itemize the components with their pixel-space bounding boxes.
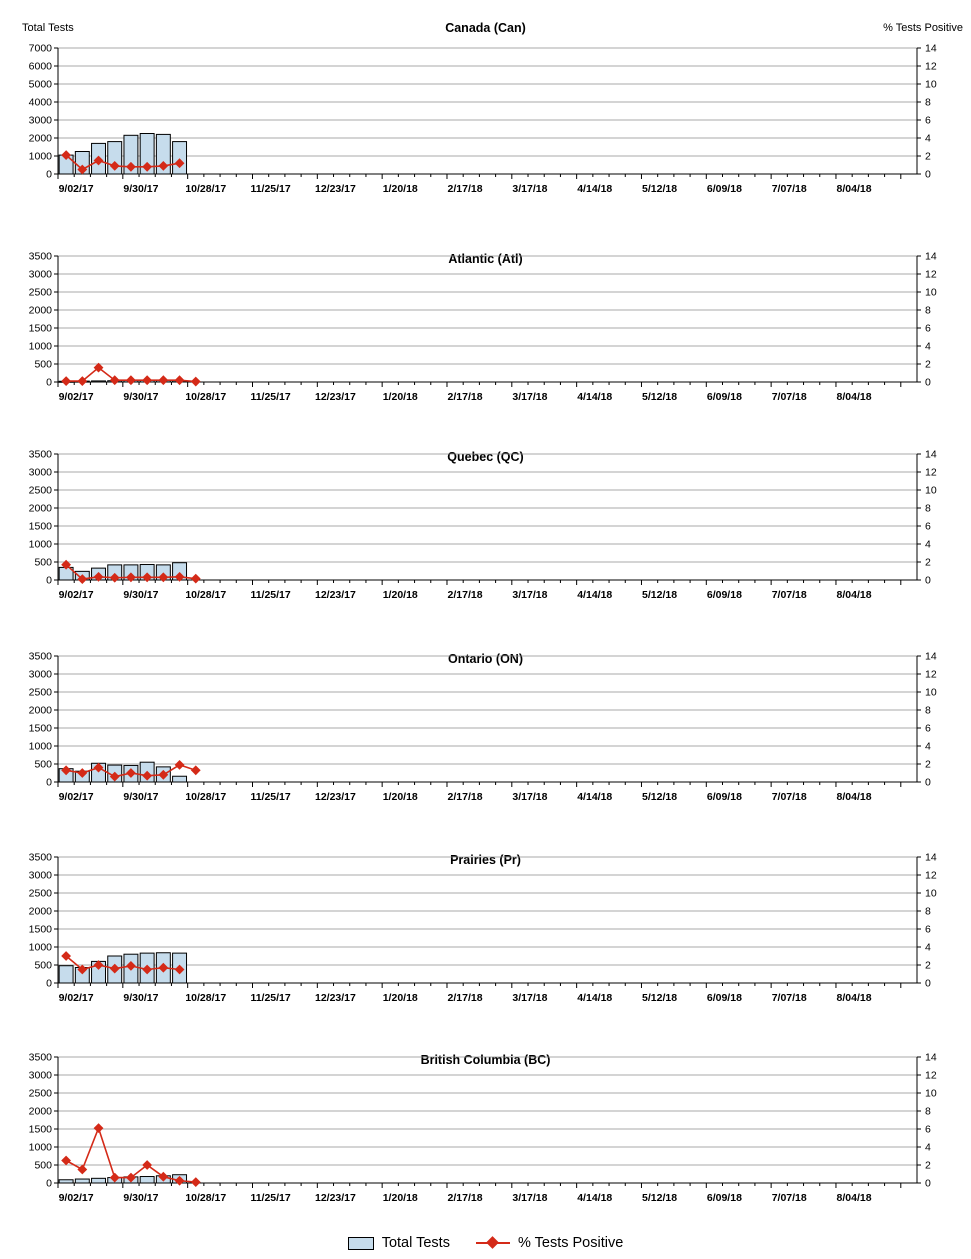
panel-title: British Columbia (BC) — [420, 1053, 551, 1067]
svg-text:2/17/18: 2/17/18 — [447, 391, 483, 403]
svg-text:1/20/18: 1/20/18 — [382, 992, 418, 1004]
svg-text:8/04/18: 8/04/18 — [836, 992, 872, 1004]
svg-text:3000: 3000 — [28, 869, 52, 882]
svg-text:2: 2 — [925, 358, 931, 371]
svg-text:12/23/17: 12/23/17 — [314, 992, 356, 1004]
svg-text:5/12/18: 5/12/18 — [642, 1192, 678, 1204]
svg-text:3000: 3000 — [28, 1069, 52, 1082]
svg-text:0: 0 — [46, 168, 52, 181]
svg-text:0: 0 — [46, 376, 52, 389]
svg-text:1500: 1500 — [28, 520, 52, 533]
svg-text:6: 6 — [925, 520, 931, 533]
svg-text:4/14/18: 4/14/18 — [577, 391, 613, 403]
svg-text:0: 0 — [925, 776, 931, 789]
svg-text:3000: 3000 — [28, 668, 52, 681]
svg-text:12/23/17: 12/23/17 — [314, 791, 356, 803]
svg-text:8/04/18: 8/04/18 — [836, 1192, 872, 1204]
svg-text:8/04/18: 8/04/18 — [836, 589, 872, 601]
svg-text:12: 12 — [925, 668, 937, 681]
svg-text:500: 500 — [34, 959, 52, 972]
svg-text:12/23/17: 12/23/17 — [314, 589, 356, 601]
svg-text:2000: 2000 — [28, 905, 52, 918]
svg-text:4: 4 — [925, 1141, 931, 1154]
svg-text:14: 14 — [925, 42, 937, 55]
svg-text:1/20/18: 1/20/18 — [382, 391, 418, 403]
svg-text:500: 500 — [34, 758, 52, 771]
svg-text:4/14/18: 4/14/18 — [577, 992, 613, 1004]
svg-text:2/17/18: 2/17/18 — [447, 183, 483, 195]
svg-text:3/17/18: 3/17/18 — [512, 589, 548, 601]
panel-quebec — [0, 439, 971, 619]
svg-text:2: 2 — [925, 556, 931, 569]
svg-text:4/14/18: 4/14/18 — [577, 589, 613, 601]
svg-text:2500: 2500 — [28, 686, 52, 699]
svg-text:7/07/18: 7/07/18 — [771, 992, 807, 1004]
svg-text:2: 2 — [925, 758, 931, 771]
svg-text:0: 0 — [46, 1177, 52, 1190]
svg-text:9/30/17: 9/30/17 — [123, 183, 159, 195]
svg-text:4/14/18: 4/14/18 — [577, 1192, 613, 1204]
svg-text:10/28/17: 10/28/17 — [185, 589, 227, 601]
svg-text:5000: 5000 — [28, 78, 52, 91]
plot-area — [0, 444, 971, 619]
plot-area — [0, 38, 971, 213]
svg-text:6: 6 — [925, 322, 931, 335]
svg-text:10: 10 — [925, 286, 937, 299]
svg-text:0: 0 — [925, 1177, 931, 1190]
svg-text:9/02/17: 9/02/17 — [58, 992, 94, 1004]
svg-text:7/07/18: 7/07/18 — [771, 791, 807, 803]
plot-area — [0, 847, 971, 1022]
panel-atlantic — [0, 240, 971, 420]
svg-text:6: 6 — [925, 1123, 931, 1136]
svg-text:9/02/17: 9/02/17 — [58, 1192, 94, 1204]
panel-title: Ontario (ON) — [448, 652, 523, 666]
svg-text:14: 14 — [925, 250, 937, 263]
svg-text:6/09/18: 6/09/18 — [706, 589, 742, 601]
svg-text:4: 4 — [925, 538, 931, 551]
svg-text:0: 0 — [925, 376, 931, 389]
svg-text:0: 0 — [46, 977, 52, 990]
svg-text:2500: 2500 — [28, 286, 52, 299]
svg-text:10: 10 — [925, 484, 937, 497]
svg-text:5/12/18: 5/12/18 — [642, 589, 678, 601]
svg-text:3500: 3500 — [28, 448, 52, 461]
svg-text:6: 6 — [925, 722, 931, 735]
svg-text:0: 0 — [925, 168, 931, 181]
svg-text:10/28/17: 10/28/17 — [185, 791, 227, 803]
panel-british-columbia — [0, 1042, 971, 1222]
svg-text:9/02/17: 9/02/17 — [58, 183, 94, 195]
svg-text:2000: 2000 — [28, 1105, 52, 1118]
svg-text:7/07/18: 7/07/18 — [771, 1192, 807, 1204]
svg-text:12/23/17: 12/23/17 — [314, 183, 356, 195]
svg-text:8: 8 — [925, 96, 931, 109]
svg-text:6/09/18: 6/09/18 — [706, 183, 742, 195]
svg-text:10: 10 — [925, 686, 937, 699]
svg-text:2/17/18: 2/17/18 — [447, 1192, 483, 1204]
svg-text:8: 8 — [925, 1105, 931, 1118]
svg-text:12: 12 — [925, 869, 937, 882]
svg-text:3/17/18: 3/17/18 — [512, 791, 548, 803]
plot-area — [0, 646, 971, 821]
svg-text:1000: 1000 — [28, 941, 52, 954]
svg-text:500: 500 — [34, 556, 52, 569]
svg-text:2: 2 — [925, 150, 931, 163]
svg-text:2: 2 — [925, 1159, 931, 1172]
svg-text:1/20/18: 1/20/18 — [382, 1192, 418, 1204]
svg-text:8/04/18: 8/04/18 — [836, 183, 872, 195]
svg-text:14: 14 — [925, 448, 937, 461]
svg-text:0: 0 — [925, 977, 931, 990]
svg-text:9/30/17: 9/30/17 — [123, 589, 159, 601]
svg-text:1/20/18: 1/20/18 — [382, 183, 418, 195]
line-marker-icon — [476, 1237, 510, 1249]
svg-text:3500: 3500 — [28, 250, 52, 263]
svg-text:4: 4 — [925, 740, 931, 753]
svg-text:5/12/18: 5/12/18 — [642, 791, 678, 803]
svg-text:4: 4 — [925, 340, 931, 353]
svg-text:12: 12 — [925, 60, 937, 73]
svg-text:10/28/17: 10/28/17 — [185, 992, 227, 1004]
svg-text:3000: 3000 — [28, 114, 52, 127]
svg-text:8: 8 — [925, 304, 931, 317]
left-axis-title: Total Tests — [22, 22, 74, 34]
svg-text:6/09/18: 6/09/18 — [706, 1192, 742, 1204]
svg-text:12/23/17: 12/23/17 — [314, 1192, 356, 1204]
svg-text:4: 4 — [925, 941, 931, 954]
svg-text:2000: 2000 — [28, 304, 52, 317]
svg-text:14: 14 — [925, 650, 937, 663]
svg-text:1500: 1500 — [28, 1123, 52, 1136]
svg-text:10: 10 — [925, 78, 937, 91]
svg-text:1000: 1000 — [28, 740, 52, 753]
svg-text:2000: 2000 — [28, 704, 52, 717]
panel-title: Quebec (QC) — [447, 450, 524, 464]
svg-text:1000: 1000 — [28, 340, 52, 353]
svg-text:1000: 1000 — [28, 150, 52, 163]
bar-swatch-icon — [348, 1237, 374, 1250]
svg-text:9/30/17: 9/30/17 — [123, 992, 159, 1004]
svg-text:3000: 3000 — [28, 268, 52, 281]
svg-text:3/17/18: 3/17/18 — [512, 183, 548, 195]
svg-text:4000: 4000 — [28, 96, 52, 109]
legend-item-percent-positive — [476, 1235, 623, 1251]
svg-text:6: 6 — [925, 923, 931, 936]
svg-text:8: 8 — [925, 502, 931, 515]
svg-text:6000: 6000 — [28, 60, 52, 73]
svg-text:10/28/17: 10/28/17 — [185, 1192, 227, 1204]
svg-text:0: 0 — [925, 574, 931, 587]
svg-text:6/09/18: 6/09/18 — [706, 791, 742, 803]
svg-text:3000: 3000 — [28, 466, 52, 479]
svg-text:2: 2 — [925, 959, 931, 972]
panel-ontario — [0, 640, 971, 820]
svg-text:7/07/18: 7/07/18 — [771, 183, 807, 195]
svg-text:5/12/18: 5/12/18 — [642, 992, 678, 1004]
svg-text:14: 14 — [925, 1051, 937, 1064]
plot-area — [0, 246, 971, 421]
svg-text:9/30/17: 9/30/17 — [123, 391, 159, 403]
svg-text:2000: 2000 — [28, 132, 52, 145]
panel-title: Canada (Can) — [445, 21, 526, 35]
svg-text:9/30/17: 9/30/17 — [123, 1192, 159, 1204]
legend-label-total-tests: Total Tests — [381, 1235, 450, 1251]
svg-text:7/07/18: 7/07/18 — [771, 391, 807, 403]
svg-text:3500: 3500 — [28, 851, 52, 864]
svg-text:9/30/17: 9/30/17 — [123, 791, 159, 803]
panel-canada — [0, 0, 971, 215]
svg-text:3500: 3500 — [28, 650, 52, 663]
svg-text:12: 12 — [925, 466, 937, 479]
svg-text:7/07/18: 7/07/18 — [771, 589, 807, 601]
svg-text:2000: 2000 — [28, 502, 52, 515]
svg-text:6/09/18: 6/09/18 — [706, 391, 742, 403]
chart-legend — [0, 1235, 971, 1251]
panel-title: Prairies (Pr) — [450, 853, 521, 867]
svg-text:11/25/17: 11/25/17 — [250, 391, 291, 403]
svg-text:3/17/18: 3/17/18 — [512, 1192, 548, 1204]
svg-text:1/20/18: 1/20/18 — [382, 791, 418, 803]
svg-text:7000: 7000 — [28, 42, 52, 55]
svg-text:8: 8 — [925, 704, 931, 717]
svg-text:0: 0 — [46, 574, 52, 587]
svg-text:12/23/17: 12/23/17 — [314, 391, 356, 403]
svg-text:500: 500 — [34, 1159, 52, 1172]
svg-text:1/20/18: 1/20/18 — [382, 589, 418, 601]
svg-text:11/25/17: 11/25/17 — [250, 183, 291, 195]
svg-text:5/12/18: 5/12/18 — [642, 183, 678, 195]
svg-text:2/17/18: 2/17/18 — [447, 791, 483, 803]
plot-area — [0, 1047, 971, 1222]
svg-text:1500: 1500 — [28, 322, 52, 335]
svg-text:2/17/18: 2/17/18 — [447, 589, 483, 601]
panel-prairies — [0, 841, 971, 1021]
svg-text:10: 10 — [925, 887, 937, 900]
legend-item-total-tests — [348, 1235, 450, 1251]
svg-text:1500: 1500 — [28, 923, 52, 936]
svg-text:9/02/17: 9/02/17 — [58, 791, 94, 803]
svg-text:2500: 2500 — [28, 1087, 52, 1100]
svg-text:10/28/17: 10/28/17 — [185, 391, 227, 403]
panel-title: Atlantic (Atl) — [448, 252, 523, 266]
svg-text:500: 500 — [34, 358, 52, 371]
svg-text:6: 6 — [925, 114, 931, 127]
svg-text:8/04/18: 8/04/18 — [836, 391, 872, 403]
svg-text:2500: 2500 — [28, 484, 52, 497]
svg-text:0: 0 — [46, 776, 52, 789]
svg-text:2/17/18: 2/17/18 — [447, 992, 483, 1004]
svg-text:11/25/17: 11/25/17 — [250, 791, 291, 803]
svg-text:2500: 2500 — [28, 887, 52, 900]
svg-text:11/25/17: 11/25/17 — [250, 589, 291, 601]
legend-label-percent-positive: % Tests Positive — [517, 1235, 624, 1251]
svg-text:5/12/18: 5/12/18 — [642, 391, 678, 403]
right-axis-title: % Tests Positive — [883, 22, 963, 34]
svg-text:10: 10 — [925, 1087, 937, 1100]
svg-text:3/17/18: 3/17/18 — [512, 391, 548, 403]
svg-text:3500: 3500 — [28, 1051, 52, 1064]
svg-text:3/17/18: 3/17/18 — [512, 992, 548, 1004]
svg-text:4/14/18: 4/14/18 — [577, 183, 613, 195]
svg-text:14: 14 — [925, 851, 937, 864]
svg-text:4: 4 — [925, 132, 931, 145]
svg-text:4/14/18: 4/14/18 — [577, 791, 613, 803]
svg-text:11/25/17: 11/25/17 — [250, 1192, 291, 1204]
svg-text:12: 12 — [925, 1069, 937, 1082]
svg-text:1000: 1000 — [28, 538, 52, 551]
svg-text:8: 8 — [925, 905, 931, 918]
svg-text:9/02/17: 9/02/17 — [58, 589, 94, 601]
svg-text:10/28/17: 10/28/17 — [185, 183, 227, 195]
svg-text:1500: 1500 — [28, 722, 52, 735]
svg-text:1000: 1000 — [28, 1141, 52, 1154]
svg-text:11/25/17: 11/25/17 — [250, 992, 291, 1004]
svg-text:12: 12 — [925, 268, 937, 281]
svg-text:8/04/18: 8/04/18 — [836, 791, 872, 803]
svg-text:6/09/18: 6/09/18 — [706, 992, 742, 1004]
svg-text:9/02/17: 9/02/17 — [58, 391, 94, 403]
